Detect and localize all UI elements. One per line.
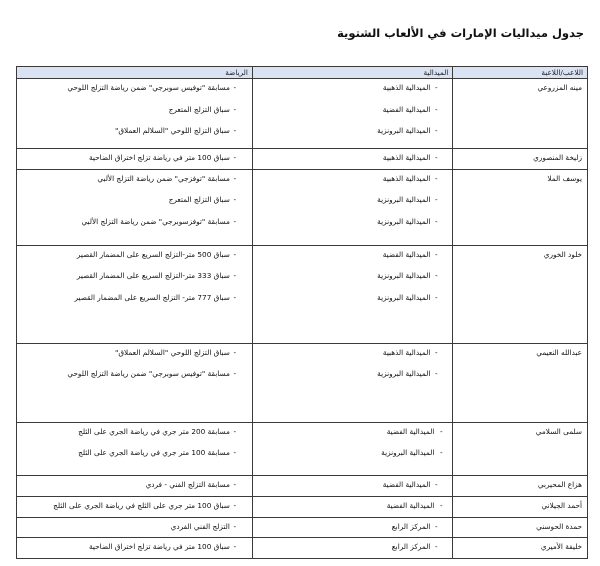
- sport-cell: [17, 517, 253, 537]
- bullet-dash: -: [233, 448, 237, 457]
- sport-cell: [17, 148, 253, 169]
- bullet-dash: -: [435, 292, 438, 302]
- medals-table: [16, 66, 588, 559]
- sport-label: سباق التزلج اللوحي "السلالم العملاق": [115, 347, 230, 357]
- medal-label: الميدالية الفضية: [382, 479, 431, 489]
- medal-item: [257, 369, 452, 391]
- table-row: [17, 475, 588, 496]
- medal-label: الميدالية الفضية: [386, 426, 435, 436]
- player-cell: [453, 343, 588, 422]
- medal-cell: [252, 537, 452, 558]
- medal-label: الميدالية البرونزية: [381, 448, 435, 457]
- bullet-dash: -: [233, 173, 237, 183]
- medal-item: [257, 217, 452, 239]
- medal-label: المركز الرابع: [391, 541, 431, 551]
- medal-label: الميدالية الفضية: [382, 249, 431, 259]
- bullet-dash: -: [435, 126, 438, 135]
- bullet-dash: -: [435, 521, 438, 531]
- table-row: [17, 343, 588, 422]
- sport-cell: [17, 422, 253, 475]
- bullet-dash: -: [233, 104, 237, 114]
- bullet-dash: -: [435, 173, 438, 183]
- header-medal: الميدالية: [252, 67, 452, 79]
- sport-label: مسابقة "توفيس سوبرجي" ضمن رياضة التزلج اللوحي: [67, 369, 230, 378]
- medal-cell: [252, 169, 452, 245]
- table-row: [17, 169, 588, 245]
- medal-item: [257, 153, 452, 166]
- player-name: زليخة المنصوري: [533, 152, 582, 162]
- bullet-dash: -: [435, 249, 438, 259]
- sport-label: مسابقة "توفزجي" ضمن رياضة التزلج الألبي: [97, 173, 230, 183]
- player-cell: [453, 537, 588, 558]
- medal-cell: [252, 475, 452, 496]
- page-title: جدول ميداليات الإمارات في الألعاب الشتوية: [337, 26, 584, 40]
- sport-item: [21, 271, 252, 293]
- medal-item: [257, 126, 452, 148]
- sport-item: [21, 293, 252, 315]
- medal-item: [257, 522, 452, 535]
- medal-label: الميدالية البرونزية: [377, 195, 431, 204]
- sport-label: سباق 100 متر في رياضة تزلج اختراق الضاحية: [89, 152, 230, 162]
- medal-label: الميدالية الذهبية: [382, 173, 431, 183]
- table-row: [17, 148, 588, 169]
- table-row: [17, 422, 588, 475]
- sport-label: مسابقة "توفيس سوبرجي" ضمن رياضة التزلج اللوحي: [67, 83, 230, 92]
- header-sport: الرياضة: [17, 67, 253, 79]
- medal-item: [257, 293, 452, 315]
- header-player: اللاعب/اللاعبة: [453, 67, 588, 79]
- sport-cell: [17, 496, 253, 517]
- sport-item: [21, 195, 252, 217]
- medal-cell: [252, 496, 452, 517]
- table-row: [17, 517, 588, 537]
- player-name: خلود الخوري: [543, 249, 582, 259]
- sport-item: [21, 542, 252, 555]
- medal-label: الميدالية البرونزية: [377, 271, 431, 280]
- bullet-dash: -: [233, 216, 237, 226]
- bullet-dash: -: [233, 369, 237, 378]
- sport-cell: [17, 79, 253, 149]
- bullet-dash: -: [435, 83, 438, 92]
- medal-cell: [252, 245, 452, 343]
- medal-label: الميدالية الذهبية: [382, 347, 431, 357]
- sport-cell: [17, 245, 253, 343]
- table-row: [17, 537, 588, 558]
- medal-item: [257, 427, 452, 449]
- bullet-dash: -: [435, 152, 438, 162]
- sport-item: [21, 369, 252, 391]
- sport-label: سباق 500 متر-التزلج السريع على المضمار القصير: [76, 249, 230, 259]
- bullet-dash: -: [233, 249, 237, 259]
- bullet-dash: -: [233, 347, 237, 357]
- sport-label: مسابقة 100 متر جري في رياضة الجري على الثلج: [78, 448, 230, 457]
- sport-item: [21, 105, 252, 127]
- medal-item: [257, 105, 452, 127]
- player-name: يوسف الملا: [547, 173, 582, 183]
- bullet-dash: -: [435, 271, 438, 280]
- sport-item: [21, 174, 252, 196]
- bullet-dash: -: [435, 369, 438, 378]
- medal-label: الميدالية الفضية: [386, 500, 435, 510]
- bullet-dash: -: [233, 500, 237, 510]
- sport-item: [21, 250, 252, 272]
- sport-label: التزلج الفني الفردي: [170, 521, 230, 531]
- medal-label: الميدالية الفضية: [382, 104, 431, 114]
- player-name: حمدة الحوسني: [536, 521, 582, 531]
- table-header-row: [17, 67, 588, 79]
- bullet-dash: -: [233, 521, 237, 531]
- sport-item: [21, 126, 252, 148]
- bullet-dash: -: [435, 104, 438, 114]
- medal-item: [257, 174, 452, 196]
- bullet-dash: -: [435, 347, 438, 357]
- table-row: [17, 79, 588, 149]
- medal-cell: [252, 343, 452, 422]
- medal-cell: [252, 517, 452, 537]
- sport-label: سباق التزلج اللوحي "السلالم العملاق": [115, 126, 230, 135]
- player-cell: [453, 422, 588, 475]
- sport-label: سباق 100 متر في رياضة تزلج اختراق الضاحية: [89, 541, 230, 551]
- sport-item: [21, 83, 252, 105]
- bullet-dash: -: [233, 152, 237, 162]
- player-cell: [453, 79, 588, 149]
- bullet-dash: -: [233, 479, 237, 489]
- sport-label: سباق 333 متر-التزلج السريع على المضمار القصير: [76, 271, 230, 280]
- bullet-dash: -: [233, 541, 237, 551]
- sport-cell: [17, 537, 253, 558]
- bullet-dash: -: [440, 500, 443, 510]
- sport-cell: [17, 169, 253, 245]
- sport-label: سباق 777 متر- التزلج السريع على المضمار القصير: [74, 292, 230, 302]
- sport-label: مسابقة 200 متر جري في رياضة الجري على الثلج: [78, 426, 230, 436]
- bullet-dash: -: [233, 83, 237, 92]
- sport-item: [21, 501, 252, 514]
- bullet-dash: -: [440, 448, 443, 457]
- sport-label: سباق 100 متر جري على الثلج في رياضة الجري على الثلج: [53, 500, 230, 510]
- bullet-dash: -: [440, 426, 443, 436]
- bullet-dash: -: [233, 426, 237, 436]
- medal-cell: [252, 79, 452, 149]
- player-name: هزاع المحيربي: [537, 479, 582, 489]
- sport-item: [21, 217, 252, 239]
- medal-label: المركز الرابع: [391, 521, 431, 531]
- medal-label: الميدالية البرونزية: [377, 369, 431, 378]
- bullet-dash: -: [435, 216, 438, 226]
- sport-item: [21, 480, 252, 493]
- player-name: خليفة الأميري: [540, 541, 582, 551]
- sport-item: [21, 348, 252, 370]
- bullet-dash: -: [435, 195, 438, 204]
- medal-label: الميدالية البرونزية: [377, 292, 431, 302]
- sport-label: سباق التزلج المتعرج: [168, 104, 230, 114]
- bullet-dash: -: [435, 479, 438, 489]
- sport-label: سباق التزلج المتعرج: [168, 195, 230, 204]
- sport-item: [21, 153, 252, 166]
- bullet-dash: -: [233, 195, 237, 204]
- bullet-dash: -: [233, 271, 237, 280]
- sport-item: [21, 427, 252, 449]
- bullet-dash: -: [233, 292, 237, 302]
- sport-label: مسابقة "توفزسوبرجي" ضمن رياضة التزلج الألبي: [81, 216, 230, 226]
- player-name: سلمى السلامي: [535, 426, 582, 436]
- player-cell: [453, 148, 588, 169]
- player-cell: [453, 169, 588, 245]
- table-row: [17, 496, 588, 517]
- player-name: مينه المزروعي: [537, 83, 582, 92]
- sport-label: مسابقة التزلج الفني - فردي: [145, 479, 230, 489]
- medal-label: الميدالية البرونزية: [377, 126, 431, 135]
- medal-cell: [252, 148, 452, 169]
- medal-item: [257, 83, 452, 105]
- player-cell: [453, 496, 588, 517]
- medal-item: [257, 501, 452, 514]
- player-cell: [453, 245, 588, 343]
- medal-item: [257, 348, 452, 370]
- medal-cell: [252, 422, 452, 475]
- bullet-dash: -: [233, 126, 237, 135]
- medal-label: الميدالية الذهبية: [382, 152, 431, 162]
- medal-item: [257, 480, 452, 493]
- medal-item: [257, 542, 452, 555]
- medal-item: [257, 250, 452, 272]
- player-cell: [453, 517, 588, 537]
- player-name: عبدالله النعيمي: [536, 347, 582, 357]
- table-row: [17, 245, 588, 343]
- player-name: أحمد الجيلاني: [541, 500, 582, 510]
- sport-item: [21, 522, 252, 535]
- medal-label: الميدالية الذهبية: [382, 83, 431, 92]
- medal-item: [257, 271, 452, 293]
- medal-item: [257, 448, 452, 470]
- medal-label: الميدالية البرونزية: [377, 216, 431, 226]
- player-cell: [453, 475, 588, 496]
- bullet-dash: -: [435, 541, 438, 551]
- sport-cell: [17, 475, 253, 496]
- sport-item: [21, 448, 252, 470]
- medal-item: [257, 195, 452, 217]
- sport-cell: [17, 343, 253, 422]
